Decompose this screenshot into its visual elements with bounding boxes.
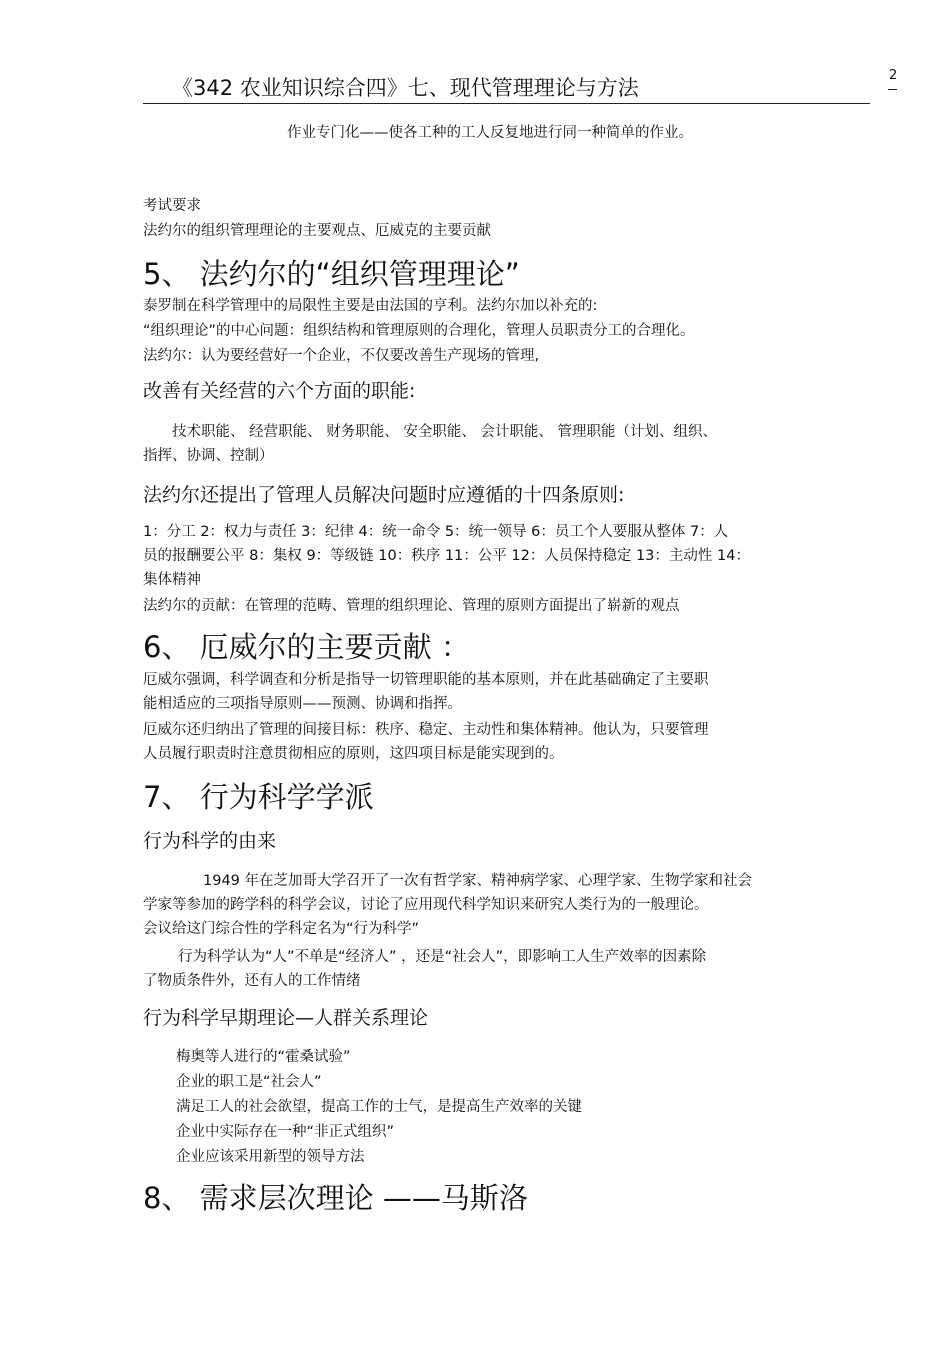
page-number-dash <box>888 89 897 90</box>
header-rule <box>143 103 870 104</box>
section-5-heading: 5、 法约尔的“组织管理理论” <box>143 257 520 291</box>
s7-list-item: 企业中实际存在一种“非正式组织” <box>176 1124 395 1140</box>
s5-subheading-principles: 法约尔还提出了管理人员解决问题时应遵循的十四条原则: <box>143 484 625 506</box>
s5-functions-line-2: 指挥、协调、控制） <box>143 448 274 464</box>
s7-subheading-human-relations: 行为科学早期理论—人群关系理论 <box>143 1007 429 1029</box>
s5-contribution: 法约尔的贡献：在管理的范畴、管理的组织理论、管理的原则方面提出了崭新的观点 <box>143 598 680 614</box>
s7-subheading-origin: 行为科学的由来 <box>143 830 277 852</box>
s7-list-item: 企业应该采用新型的领导方法 <box>176 1149 365 1165</box>
s7-origin-line-5: 了物质条件外，还有人的工作情绪 <box>143 973 361 989</box>
s7-list-item: 梅奥等人进行的“霍桑试验” <box>176 1049 351 1065</box>
s5-principles-line-1: 1：分工 2：权力与责任 3：纪律 4：统一命令 5：统一领导 6：员工个人要服从整体 7：人 <box>143 524 729 540</box>
s7-origin-line-4: 行为科学认为“人”不单是“经济人” ，还是“社会人”，即影响工人生产效率的因素除 <box>178 949 707 965</box>
s5-paragraph-2: “组织理论”的中心问题：组织结构和管理原则的合理化，管理人员职责分工的合理化。 <box>143 323 695 339</box>
section-8-heading: 8、 需求层次理论 ——马斯洛 <box>143 1181 528 1215</box>
s7-origin-line-3: 会议给这门综合性的学科定名为“行为科学” <box>143 921 420 937</box>
s5-paragraph-1: 泰罗制在科学管理中的局限性主要是由法国的亨利。法约尔加以补充的: <box>143 298 598 314</box>
s7-origin-line-1: 1949 年在芝加哥大学召开了一次有哲学家、精神病学家、心理学家、生物学家和社会 <box>203 873 753 889</box>
s7-list-item: 满足工人的社会欲望，提高工作的士气，是提高生产效率的关键 <box>176 1099 582 1115</box>
s5-principles-line-3: 集体精神 <box>143 572 201 588</box>
s6-line-4: 人员履行职责时注意贯彻相应的原则，这四项目标是能实现到的。 <box>143 746 564 762</box>
s6-line-2: 能相适应的三项指导原则——预测、协调和指挥。 <box>143 696 462 712</box>
exam-label: 考试要求 <box>143 198 201 214</box>
s6-line-3: 厄威尔还归纳出了管理的间接目标：秩序、稳定、主动性和集体精神。他认为，只要管理 <box>143 722 709 738</box>
intro-line: 作业专门化——使各工种的工人反复地进行同一种简单的作业。 <box>287 125 693 141</box>
s5-subheading-functions: 改善有关经营的六个方面的职能: <box>143 380 416 402</box>
s7-list-item: 企业的职工是“社会人” <box>176 1074 322 1090</box>
s5-paragraph-3: 法约尔：认为要经营好一个企业，不仅要改善生产现场的管理, <box>143 348 540 364</box>
section-6-heading: 6、 厄威尔的主要贡献 ： <box>143 630 470 664</box>
s6-line-1: 厄威尔强调，科学调查和分析是指导一切管理职能的基本原则，并在此基础确定了主要职 <box>143 672 709 688</box>
s5-functions-line-1: 技术职能、 经营职能、 财务职能、 安全职能、 会计职能、 管理职能（计划、组织、 <box>172 424 718 440</box>
page-header-title: 《342 农业知识综合四》七、现代管理理论与方法 <box>172 76 639 100</box>
s7-origin-line-2: 学家等参加的跨学科的科学会议，讨论了应用现代科学知识来研究人类行为的一般理论。 <box>143 897 709 913</box>
s5-principles-line-2: 员的报酬要公平 8：集权 9：等级链 10：秩序 11：公平 12：人员保持稳定 13：主动性 14： <box>143 548 750 564</box>
exam-content: 法约尔的组织管理理论的主要观点、厄威克的主要贡献 <box>143 223 491 239</box>
section-7-heading: 7、 行为科学学派 <box>143 780 374 814</box>
page-number: 2 <box>889 68 898 83</box>
